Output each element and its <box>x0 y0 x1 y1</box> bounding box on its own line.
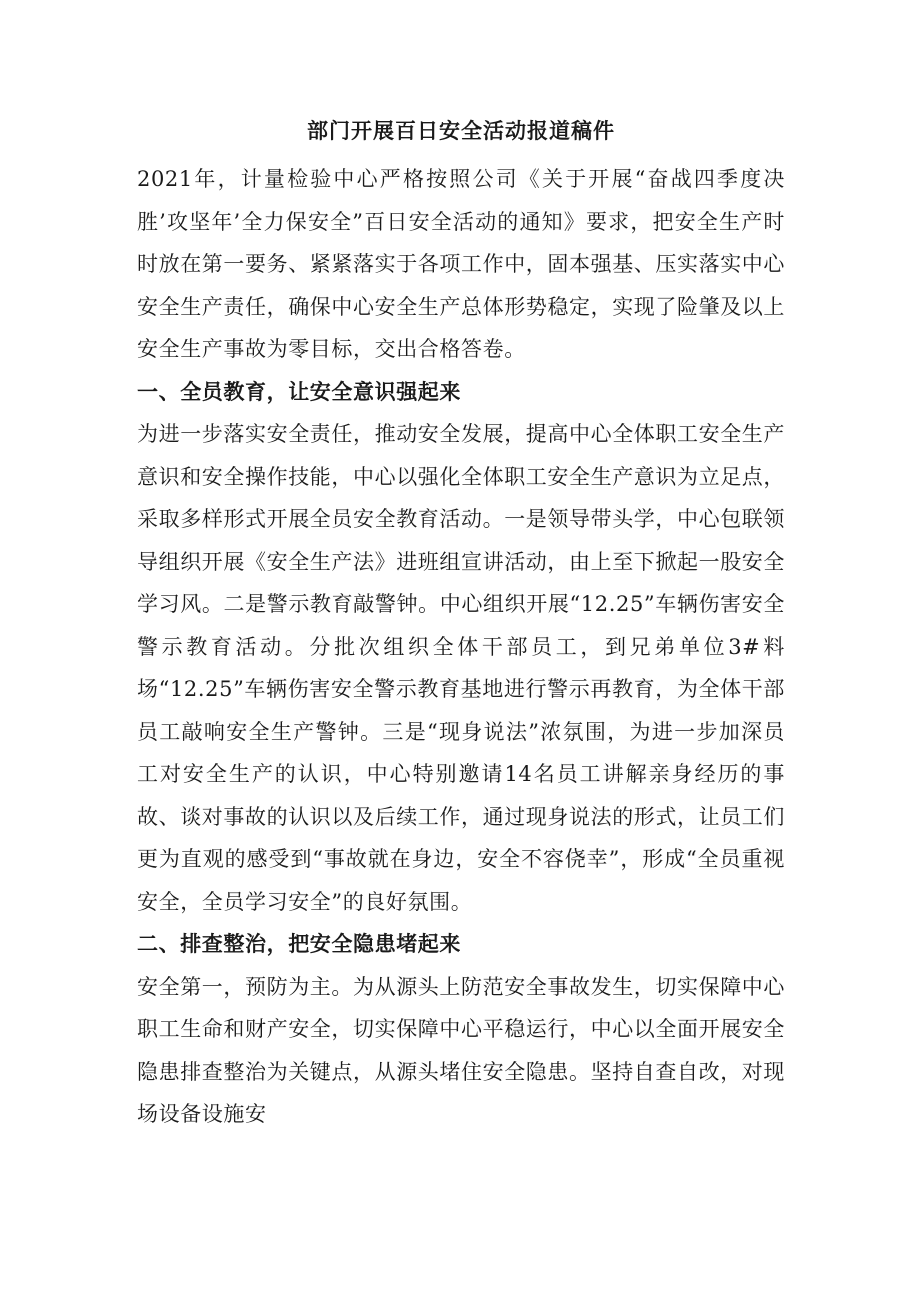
section-heading-education: 一、全员教育，让安全意识强起来 <box>137 378 461 404</box>
document-page <box>137 112 785 1136</box>
section-heading-inspection: 二、排查整治，把安全隐患堵起来 <box>137 931 461 956</box>
intro-paragraph: 2021年，计量检验中心严格按照公司《关于开展“奋战四季度决胜’攻坚年’全力保安全”百日安全活动的通知》要求，把安全生产时时放在第一要务、紧紧落实于各项工作中，固本强基、压实落实中心安全生产责任，确保中心安全生产总体形势稳定，实现了险肇及以上安全生产事故为零目标，交出合格答卷。 <box>137 167 785 361</box>
section-body-education: 为进一步落实安全责任，推动安全发展，提高中心全体职工安全生产意识和安全操作技能，中心以强化全体职工安全生产意识为立足点，采取多样形式开展全员安全教育活动。一是领导带头学，中心包联领导组织开展《安全生产法》进班组宣讲活动，由上至下掀起一股安全学习风。二是警示教育敲警钟。中心组织开展“12.25”车辆伤害安全警示教育活动。分批次组织全体干部员工，到兄弟单位3#料场“12.25”车辆伤害安全警示教育基地进行警示再教育，为全体干部员工敲响安全生产警钟。三是“现身说法”浓氛围，为进一步加深员工对安全生产的认识，中心特别邀请14名员工讲解亲身经历的事故、谈对事故的认识以及后续工作，通过现身说法的形式，让员工们更为直观的感受到“事故就在身边，安全不容侥幸”，形成“全员重视安全，全员学习安全”的良好氛围。 <box>137 422 785 914</box>
document-title: 部门开展百日安全活动报道稿件 <box>307 118 615 143</box>
section-body-inspection: 安全第一，预防为主。为从源头上防范安全事故发生，切实保障中心职工生命和财产安全，切实保障中心平稳运行，中心以全面开展安全隐患排查整治为关键点，从源头堵住安全隐患。坚持自查自改，对现场设备设施安 <box>137 974 785 1126</box>
